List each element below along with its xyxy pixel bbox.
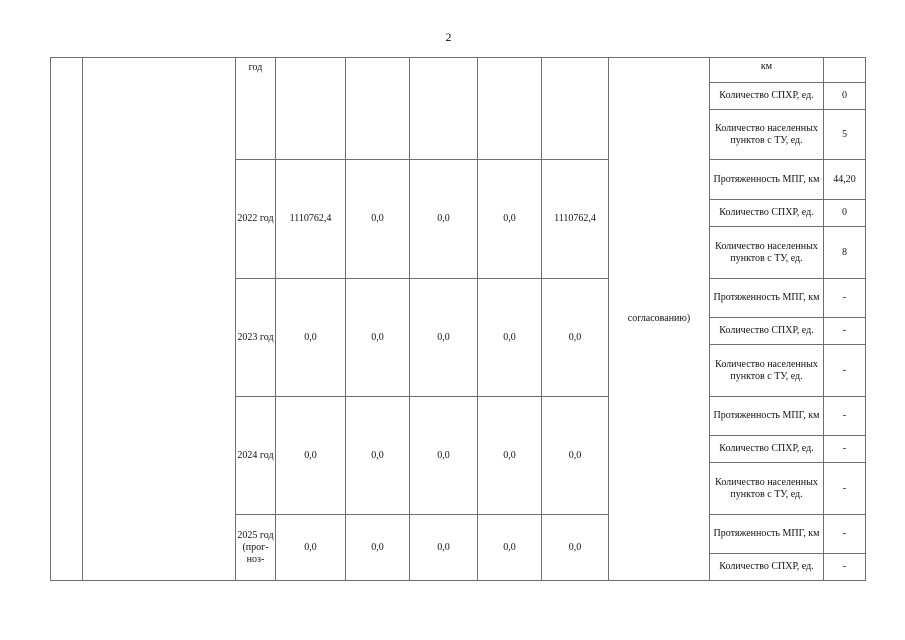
indicator-name-cell: Протяженность МПГ, км	[710, 160, 824, 200]
amount-local-cell: 0,0	[478, 160, 542, 279]
amount-regional-cell: 0,0	[410, 279, 478, 397]
indicator-value-cell: -	[824, 463, 866, 515]
amount-total-cell: 0,0	[276, 515, 346, 581]
indicator-name-cell: Протяженность МПГ, км	[710, 515, 824, 554]
year-cell: 2024 год	[236, 397, 276, 515]
indicator-value-cell: -	[824, 318, 866, 345]
indicator-name-cell: Количество СПХР, ед.	[710, 200, 824, 227]
number-cell	[51, 58, 83, 581]
amount-regional-cell	[410, 58, 478, 160]
indicator-value-cell: -	[824, 345, 866, 397]
indicator-value-cell: -	[824, 515, 866, 554]
program-table	[50, 57, 866, 581]
indicator-name-cell: Количество СПХР, ед.	[710, 554, 824, 581]
year-cell: 2022 год	[236, 160, 276, 279]
table-row	[51, 58, 866, 83]
amount-extra-cell: 0,0	[542, 279, 609, 397]
indicator-name-cell: Количество населенных пунктов с ТУ, ед.	[710, 463, 824, 515]
amount-federal-cell: 0,0	[346, 160, 410, 279]
measure-name-cell	[83, 58, 236, 581]
amount-regional-cell: 0,0	[410, 160, 478, 279]
indicator-value-cell: 0	[824, 200, 866, 227]
amount-extra-cell: 1110762,4	[542, 160, 609, 279]
amount-federal-cell: 0,0	[346, 397, 410, 515]
indicator-name-cell: Количество населенных пунктов с ТУ, ед.	[710, 227, 824, 279]
indicator-name-cell: Количество населенных пунктов с ТУ, ед.	[710, 110, 824, 160]
indicator-value-cell: -	[824, 554, 866, 581]
indicator-value-cell: 8	[824, 227, 866, 279]
amount-local-cell: 0,0	[478, 279, 542, 397]
indicator-value-cell: 5	[824, 110, 866, 160]
indicator-value-cell	[824, 58, 866, 83]
amount-local-cell: 0,0	[478, 515, 542, 581]
amount-total-cell: 0,0	[276, 279, 346, 397]
indicator-value-cell: -	[824, 397, 866, 436]
executor-cell: согласованию)	[609, 58, 710, 581]
page-number: 2	[445, 30, 452, 44]
amount-extra-cell: 0,0	[542, 397, 609, 515]
indicator-value-cell: 0	[824, 83, 866, 110]
indicator-name-cell: Протяженность МПГ, км	[710, 397, 824, 436]
amount-regional-cell: 0,0	[410, 515, 478, 581]
indicator-value-cell: 44,20	[824, 160, 866, 200]
year-cell: 2025 год (прог- ноз-	[236, 515, 276, 581]
indicator-name-cell: Количество СПХР, ед.	[710, 436, 824, 463]
amount-extra-cell: 0,0	[542, 515, 609, 581]
indicator-name-cell: км	[710, 58, 824, 83]
amount-regional-cell: 0,0	[410, 397, 478, 515]
amount-total-cell: 1110762,4	[276, 160, 346, 279]
indicator-name-cell: Количество СПХР, ед.	[710, 318, 824, 345]
amount-local-cell: 0,0	[478, 397, 542, 515]
amount-federal-cell	[346, 58, 410, 160]
indicator-name-cell: Количество населенных пунктов с ТУ, ед.	[710, 345, 824, 397]
amount-extra-cell	[542, 58, 609, 160]
year-cell: 2023 год	[236, 279, 276, 397]
indicator-value-cell: -	[824, 436, 866, 463]
indicator-value-cell: -	[824, 279, 866, 318]
amount-total-cell: 0,0	[276, 397, 346, 515]
amount-total-cell	[276, 58, 346, 160]
amount-local-cell	[478, 58, 542, 160]
amount-federal-cell: 0,0	[346, 515, 410, 581]
indicator-name-cell: Протяженность МПГ, км	[710, 279, 824, 318]
indicator-name-cell: Количество СПХР, ед.	[710, 83, 824, 110]
amount-federal-cell: 0,0	[346, 279, 410, 397]
year-cell: год	[236, 58, 276, 160]
